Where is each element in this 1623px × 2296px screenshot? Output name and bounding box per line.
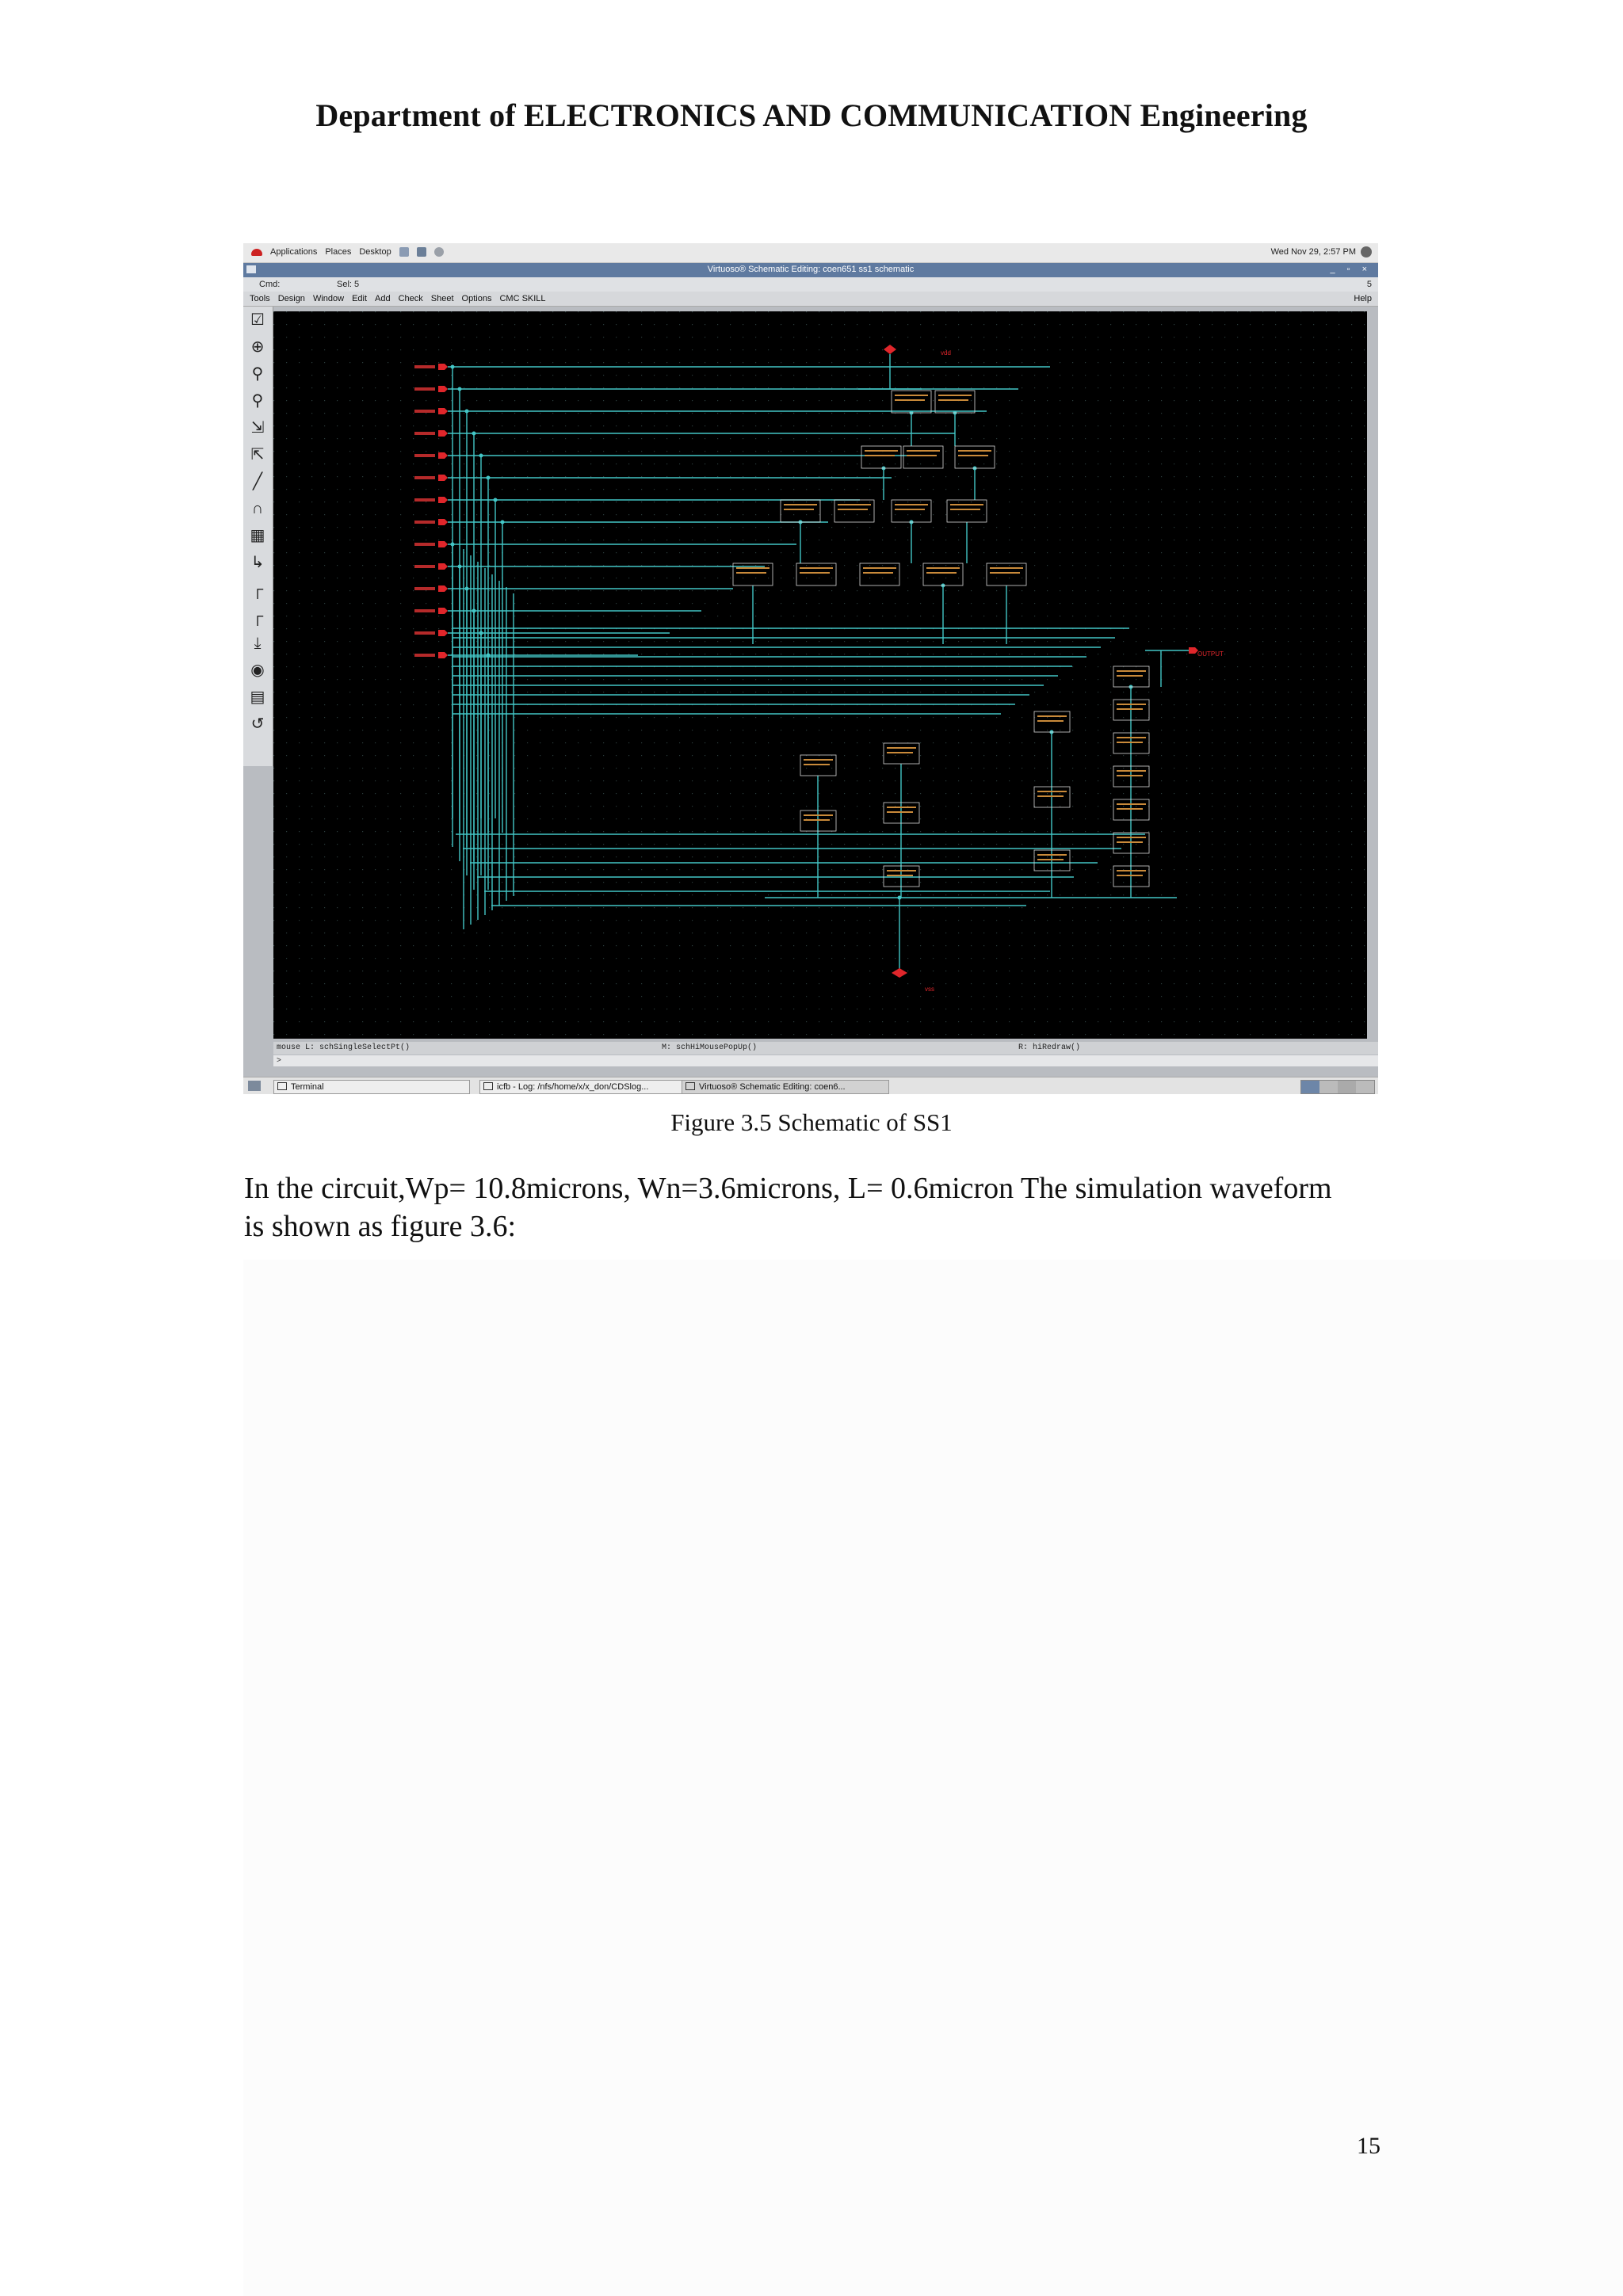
input-pin-label bbox=[414, 631, 435, 635]
instance-label bbox=[887, 807, 916, 808]
input-pin-label bbox=[414, 476, 435, 479]
hierarchy-icon[interactable]: ▤ bbox=[250, 688, 265, 706]
instance-label bbox=[938, 399, 968, 401]
instance-label bbox=[784, 509, 814, 510]
wire-junction bbox=[472, 432, 476, 436]
instance-label bbox=[804, 764, 830, 765]
instance-label bbox=[1117, 770, 1146, 772]
body-line-1: In the circuit,Wp= 10.8microns, Wn=3.6microns, L= 0.6micron The simulation waveform bbox=[244, 1172, 1332, 1205]
wire-junction bbox=[451, 365, 455, 369]
show-desktop-icon[interactable] bbox=[248, 1081, 261, 1091]
mouse-status-bar bbox=[273, 1042, 1378, 1055]
instance-label bbox=[1117, 803, 1146, 805]
instance-label bbox=[926, 567, 960, 569]
instance-label bbox=[1117, 675, 1143, 677]
input-pin-label bbox=[414, 410, 435, 413]
cmd-label: Cmd: bbox=[259, 280, 281, 289]
wire-junction bbox=[465, 410, 469, 414]
instance-label bbox=[838, 509, 868, 510]
instance-label bbox=[1117, 837, 1146, 838]
zoom-out-icon[interactable]: ⚲ bbox=[251, 392, 264, 410]
instance-label bbox=[804, 759, 833, 761]
wire-junction bbox=[487, 476, 491, 480]
zoom-fit-icon[interactable]: ⊕ bbox=[250, 338, 265, 356]
body-paragraph bbox=[244, 1169, 1480, 1245]
cmd-right-number: 5 bbox=[1366, 280, 1372, 289]
input-pin-label bbox=[414, 609, 435, 612]
zoom-in-icon[interactable]: ⚲ bbox=[251, 365, 264, 383]
add-pin-icon[interactable]: ↳ bbox=[250, 554, 265, 571]
instance-label bbox=[895, 395, 928, 396]
vss-pin-label: vss bbox=[925, 986, 934, 993]
instance-label bbox=[865, 455, 895, 456]
wire-junction bbox=[487, 654, 491, 658]
taskbar-icfb-label: icfb - Log: /nfs/home/x/x_don/CDSlog... bbox=[497, 1082, 649, 1092]
instance-label bbox=[907, 455, 937, 456]
menu-check[interactable]: Check bbox=[398, 294, 423, 303]
wire-junction bbox=[501, 521, 505, 524]
instance-label bbox=[1117, 875, 1143, 876]
mouse-middle-hint: M: schHiMousePopUp() bbox=[662, 1043, 758, 1052]
prompt-symbol: > bbox=[277, 1056, 281, 1065]
wire-junction bbox=[898, 896, 902, 900]
schematic-canvas[interactable] bbox=[273, 311, 1367, 1039]
instance-label bbox=[1117, 670, 1146, 672]
instance-label bbox=[736, 572, 766, 574]
instance-label bbox=[1117, 808, 1143, 810]
wire-junction bbox=[472, 609, 476, 613]
instance-label bbox=[800, 567, 833, 569]
instance-label bbox=[1037, 791, 1067, 792]
input-pin-label bbox=[414, 543, 435, 546]
instance-label bbox=[1117, 841, 1143, 843]
add-wire-icon[interactable]: ╱ bbox=[252, 473, 263, 490]
instance-label bbox=[1117, 708, 1143, 710]
panel-launcher-icon[interactable] bbox=[417, 247, 426, 257]
descend-icon[interactable]: ⤓ bbox=[254, 635, 262, 652]
wire-junction bbox=[458, 565, 462, 569]
taskbar-virtuoso-label: Virtuoso® Schematic Editing: coen6... bbox=[699, 1082, 846, 1092]
output-pin-label: OUTPUT bbox=[1197, 650, 1224, 658]
stretch-icon[interactable]: ⇲ bbox=[250, 419, 265, 437]
input-pin-label bbox=[414, 654, 435, 657]
instance-label bbox=[838, 504, 871, 505]
instance-label bbox=[958, 450, 991, 452]
taskbar-terminal[interactable] bbox=[273, 1080, 470, 1094]
command-prompt[interactable] bbox=[273, 1055, 1378, 1066]
panel-launcher-icon[interactable] bbox=[399, 247, 409, 257]
instance-label bbox=[1037, 859, 1064, 860]
command-status-bar bbox=[243, 277, 1378, 292]
body-line-2: is shown as figure 3.6: bbox=[244, 1210, 517, 1243]
instance-label bbox=[863, 572, 893, 574]
schematic-screenshot bbox=[243, 243, 1378, 1094]
menu-cmc-skill[interactable]: CMC SKILL bbox=[499, 294, 546, 303]
instance-label bbox=[926, 572, 957, 574]
input-pin-label bbox=[414, 432, 435, 435]
page-background-lower bbox=[243, 1260, 1623, 2296]
instance-label bbox=[887, 875, 913, 876]
instance-label bbox=[887, 870, 916, 871]
instance-label bbox=[887, 811, 913, 813]
instance-label bbox=[958, 455, 988, 456]
input-pin-label bbox=[414, 498, 435, 502]
panel-menu-applications[interactable]: Applications bbox=[270, 247, 318, 257]
menu-sheet[interactable]: Sheet bbox=[430, 294, 454, 303]
app-menubar bbox=[243, 292, 1378, 307]
instance-label bbox=[895, 504, 928, 505]
window-title: Virtuoso® Schematic Editing: coen651 ss1 schematic bbox=[707, 265, 915, 274]
add-wire-narrow-icon[interactable]: ∩ bbox=[251, 500, 264, 517]
instance-label bbox=[865, 450, 898, 452]
menu-tools[interactable]: Tools bbox=[250, 294, 270, 303]
instance-label bbox=[938, 395, 972, 396]
menu-options[interactable]: Options bbox=[461, 294, 492, 303]
add-bus-icon[interactable]: ┌ bbox=[251, 608, 264, 625]
panel-menu-places[interactable]: Places bbox=[325, 247, 352, 257]
wire-junction bbox=[494, 498, 498, 502]
instance-label bbox=[950, 504, 983, 505]
instance-label bbox=[895, 509, 925, 510]
wire-junction bbox=[458, 387, 462, 391]
instance-label bbox=[784, 504, 817, 505]
department-header: Department of ELECTRONICS AND COMMUNICATION Engineering bbox=[315, 97, 1308, 133]
instance-label bbox=[907, 450, 940, 452]
instance-label bbox=[1037, 720, 1064, 722]
instance-label bbox=[1117, 742, 1143, 743]
tray-network-icon[interactable] bbox=[1361, 246, 1372, 257]
menu-window[interactable]: Window bbox=[312, 294, 345, 303]
instance-label bbox=[990, 567, 1023, 569]
instance-label bbox=[887, 752, 913, 753]
check-save-icon[interactable]: ☑ bbox=[250, 311, 265, 329]
workspace-switcher[interactable] bbox=[1300, 1080, 1375, 1094]
instance-label bbox=[1117, 775, 1143, 776]
mouse-right-hint: R: hiRedraw() bbox=[1018, 1043, 1081, 1052]
add-instance-icon[interactable]: ▦ bbox=[250, 527, 265, 544]
instance-label bbox=[1037, 795, 1064, 797]
undo-icon[interactable]: ↺ bbox=[250, 715, 265, 733]
instance-label bbox=[1037, 715, 1067, 717]
tool-palette bbox=[243, 307, 273, 766]
wire-junction bbox=[479, 454, 483, 458]
input-pin-label bbox=[414, 565, 435, 568]
input-pin-label bbox=[414, 521, 435, 524]
desktop-top-panel bbox=[243, 243, 1378, 263]
mouse-left-hint: mouse L: schSingleSelectPt() bbox=[277, 1043, 411, 1052]
instance-label bbox=[804, 814, 833, 816]
taskbar-icfb-log[interactable] bbox=[479, 1080, 687, 1094]
menu-edit[interactable]: Edit bbox=[352, 294, 368, 303]
instance-label bbox=[736, 567, 769, 569]
instance-label bbox=[1117, 870, 1146, 871]
page-number: 15 bbox=[1357, 2133, 1381, 2159]
panel-clock[interactable]: Wed Nov 29, 2:57 PM bbox=[1270, 247, 1356, 257]
instance-label bbox=[887, 747, 916, 749]
panel-menu-desktop[interactable]: Desktop bbox=[359, 247, 391, 257]
redhat-logo-icon bbox=[251, 249, 262, 256]
taskbar-terminal-label: Terminal bbox=[291, 1082, 324, 1092]
window-icon bbox=[685, 1082, 695, 1090]
panel-launcher-icon[interactable] bbox=[434, 247, 444, 257]
input-pin-label bbox=[414, 454, 435, 457]
instance-label bbox=[800, 572, 830, 574]
wire-junction bbox=[451, 543, 455, 547]
input-pin-label bbox=[414, 387, 435, 391]
copy-icon[interactable]: ⇱ bbox=[250, 446, 265, 463]
instance-label bbox=[804, 819, 830, 821]
instance-label bbox=[1117, 704, 1146, 705]
selection-count: Sel: 5 bbox=[337, 280, 360, 289]
instance-label bbox=[863, 567, 896, 569]
menu-add[interactable]: Add bbox=[375, 294, 391, 303]
instance-label bbox=[895, 399, 925, 401]
window-icon bbox=[483, 1082, 493, 1090]
wire-junction bbox=[479, 631, 483, 635]
instance-label bbox=[1037, 854, 1067, 856]
instance-label bbox=[990, 572, 1020, 574]
window-controls[interactable]: _ ▫ × bbox=[1330, 265, 1372, 274]
desktop-taskbar bbox=[243, 1077, 1378, 1094]
terminal-icon bbox=[277, 1082, 287, 1090]
schematic-drawing bbox=[273, 311, 1367, 1039]
wire-junction bbox=[465, 587, 469, 591]
instance-label bbox=[1117, 737, 1146, 738]
input-pin-label bbox=[414, 365, 435, 368]
menu-help[interactable]: Help bbox=[1354, 294, 1372, 303]
vdd-pin-label: vdd bbox=[941, 349, 951, 357]
input-pin-label bbox=[414, 587, 435, 590]
menu-design[interactable]: Design bbox=[277, 294, 305, 303]
instance-label bbox=[950, 509, 980, 510]
window-titlebar[interactable] bbox=[243, 263, 1378, 277]
taskbar-virtuoso[interactable] bbox=[682, 1080, 889, 1094]
figure-caption: Figure 3.5 Schematic of SS1 bbox=[670, 1108, 953, 1136]
property-icon[interactable]: ◉ bbox=[250, 662, 265, 679]
add-label-icon[interactable]: ┌ bbox=[251, 581, 264, 598]
